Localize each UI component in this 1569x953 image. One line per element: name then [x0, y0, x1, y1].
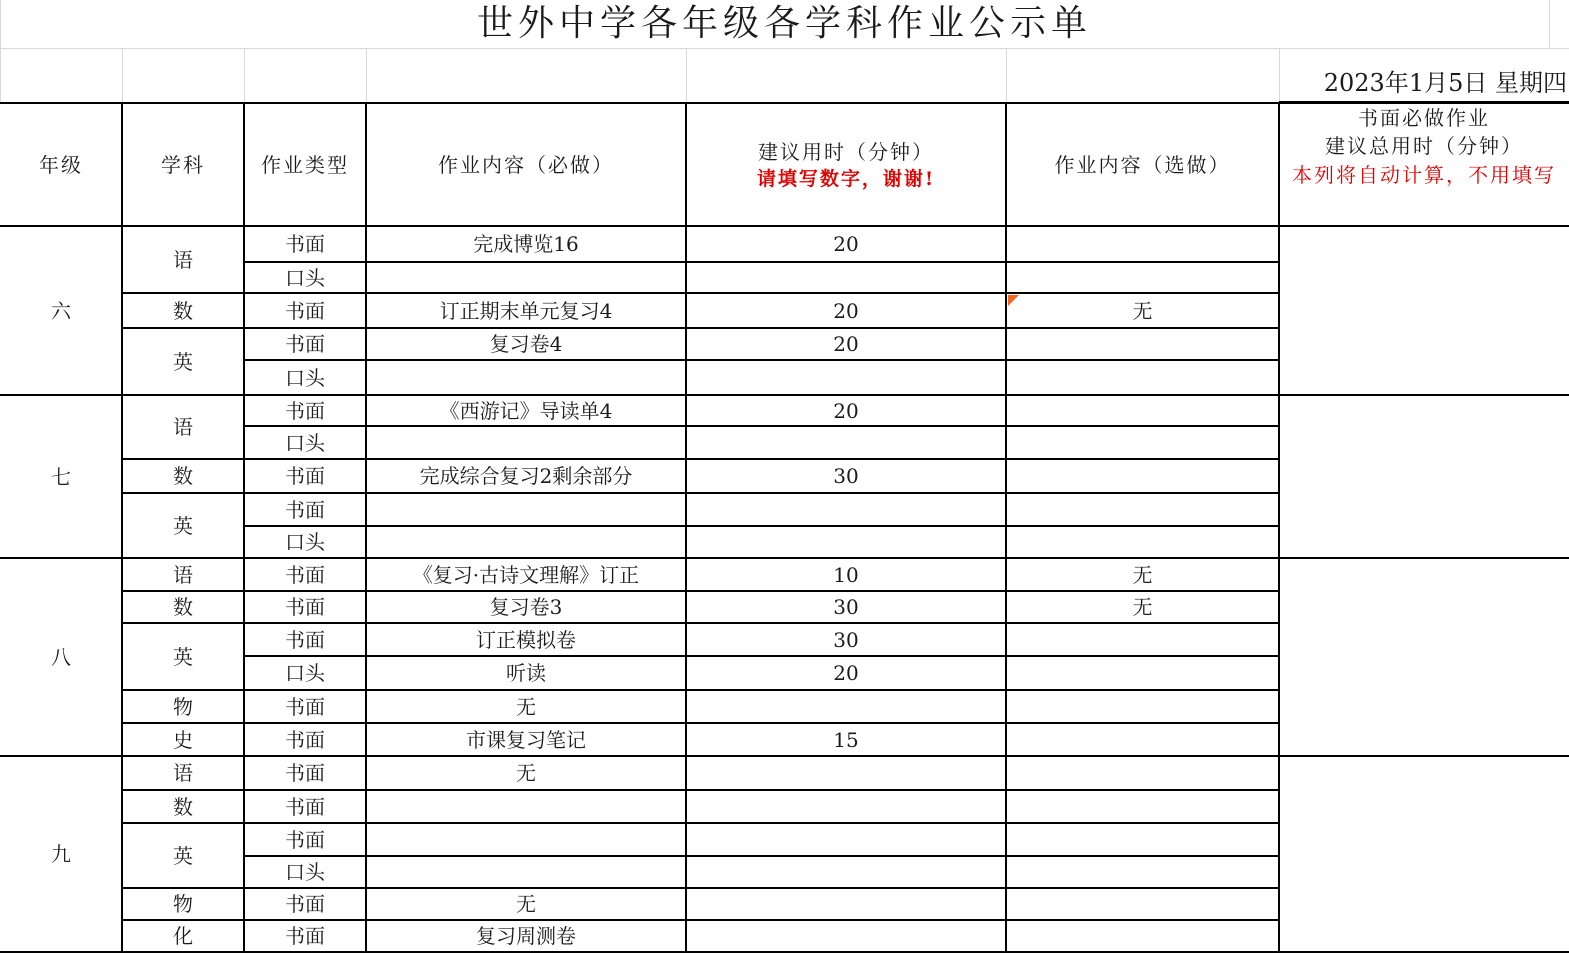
grade-cell[interactable]: 八: [51, 645, 71, 669]
suggested-time-cell[interactable]: 15: [833, 727, 859, 752]
homework-content-cell[interactable]: 无: [516, 694, 536, 719]
date-cell[interactable]: 2023年1月5日 星期四: [1323, 68, 1567, 97]
suggested-time-cell[interactable]: [686, 856, 1006, 888]
suggested-time-cell[interactable]: [686, 888, 1006, 920]
homework-type-cell[interactable]: 书面: [285, 595, 325, 619]
homework-content-cell[interactable]: 订正模拟卷: [476, 627, 576, 652]
grade-border: [0, 557, 122, 559]
homework-content-cell[interactable]: [366, 493, 686, 526]
header-time-note: 请填写数字，谢谢!: [756, 167, 936, 190]
subject-border: [122, 789, 244, 791]
row-border: [244, 590, 1279, 592]
subject-cell[interactable]: 英: [173, 644, 193, 669]
subject-cell[interactable]: 数: [173, 298, 193, 323]
subject-border: [122, 722, 244, 724]
homework-type-cell[interactable]: 书面: [285, 562, 325, 587]
row-border: [244, 755, 1279, 757]
homework-type-cell[interactable]: 书面: [285, 924, 325, 948]
subject-border: [122, 590, 244, 592]
suggested-time-cell[interactable]: [686, 790, 1006, 823]
grade-cell[interactable]: 九: [51, 842, 71, 866]
subject-cell[interactable]: 数: [173, 794, 193, 819]
homework-type-cell[interactable]: 书面: [285, 892, 325, 916]
homework-type-cell[interactable]: 口头: [285, 265, 325, 290]
homework-content-cell[interactable]: 复习周测卷: [476, 924, 576, 948]
date-row-gridline: [366, 49, 367, 103]
row-border: [244, 557, 1279, 559]
homework-type-cell[interactable]: 书面: [285, 497, 325, 522]
optional-content-cell[interactable]: [1006, 690, 1279, 723]
suggested-time-cell[interactable]: [686, 526, 1006, 558]
row-border: [244, 789, 1279, 791]
optional-content-cell[interactable]: 无: [1132, 298, 1153, 323]
homework-type-cell[interactable]: 口头: [285, 365, 325, 390]
date-underline: [1279, 101, 1569, 104]
suggested-time-cell[interactable]: [686, 920, 1006, 952]
subject-border: [122, 887, 244, 889]
homework-type-cell[interactable]: 书面: [285, 464, 325, 488]
homework-type-cell[interactable]: 书面: [285, 761, 325, 785]
row-border: [244, 359, 1279, 361]
grade-border: [0, 394, 122, 396]
subject-cell[interactable]: 语: [173, 562, 193, 587]
homework-type-cell[interactable]: 书面: [285, 727, 325, 752]
subject-cell[interactable]: 英: [173, 843, 193, 868]
suggested-time-cell[interactable]: 20: [833, 332, 859, 356]
row-border: [244, 327, 1279, 329]
optional-content-cell[interactable]: [1006, 395, 1279, 426]
date-row-gridline: [1279, 49, 1280, 103]
suggested-time-cell[interactable]: 20: [833, 398, 859, 423]
grade-cell[interactable]: 六: [51, 298, 71, 323]
suggested-time-cell[interactable]: 30: [833, 627, 859, 652]
total-time-cell[interactable]: [1279, 395, 1569, 558]
optional-content-cell[interactable]: [1006, 526, 1279, 558]
row-border: [244, 887, 1279, 889]
homework-content-cell[interactable]: 无: [516, 892, 536, 916]
optional-content-cell[interactable]: [1006, 226, 1279, 262]
subject-cell[interactable]: 史: [173, 727, 193, 752]
suggested-time-cell[interactable]: 10: [833, 562, 859, 587]
header-total-line2: 建议总用时（分钟）: [1325, 134, 1523, 158]
column-border: [121, 103, 123, 952]
date-row-gridline: [244, 49, 245, 103]
homework-type-cell[interactable]: 书面: [285, 298, 325, 323]
homework-content-cell[interactable]: 市课复习笔记: [466, 727, 586, 752]
suggested-time-cell[interactable]: 30: [833, 595, 859, 619]
header-top-border: [0, 102, 1279, 104]
optional-content-cell[interactable]: [1006, 723, 1279, 756]
homework-content-cell[interactable]: [366, 823, 686, 856]
grade-border-total: [1279, 755, 1569, 757]
row-border: [244, 822, 1279, 824]
suggested-time-cell[interactable]: [686, 360, 1006, 395]
suggested-time-cell[interactable]: 20: [833, 232, 859, 256]
row-border: [244, 622, 1279, 624]
subject-cell[interactable]: 语: [173, 761, 193, 785]
row-border: [244, 855, 1279, 857]
optional-content-cell[interactable]: 无: [1132, 595, 1153, 619]
subject-cell[interactable]: 物: [173, 694, 193, 719]
grade-border: [0, 755, 122, 757]
homework-type-cell[interactable]: 书面: [285, 627, 325, 652]
row-border: [244, 458, 1279, 460]
subject-border: [122, 822, 244, 824]
grade-border-total: [1279, 394, 1569, 396]
row-border: [244, 394, 1279, 396]
total-time-cell[interactable]: [1279, 226, 1569, 395]
header-bottom-border: [0, 225, 1569, 227]
homework-content-cell[interactable]: 《西游记》导读单4: [439, 398, 613, 423]
subject-border: [122, 919, 244, 921]
column-border: [1278, 103, 1280, 952]
suggested-time-cell[interactable]: [686, 262, 1006, 293]
title-bottom-gridline: [0, 48, 1569, 49]
optional-content-cell[interactable]: [1006, 262, 1279, 293]
optional-content-cell[interactable]: [1006, 328, 1279, 360]
title-right-gridline: [1549, 0, 1550, 48]
homework-content-cell[interactable]: [366, 426, 686, 459]
header-subject[interactable]: 学科: [161, 153, 205, 177]
homework-content-cell[interactable]: [366, 856, 686, 888]
homework-content-cell[interactable]: [366, 526, 686, 558]
subject-border: [122, 622, 244, 624]
column-border: [365, 103, 367, 952]
row-border: [244, 689, 1279, 691]
subject-border: [122, 458, 244, 460]
grade-border-total: [1279, 557, 1569, 559]
homework-type-cell[interactable]: 书面: [285, 398, 325, 423]
homework-type-cell[interactable]: 口头: [285, 860, 325, 884]
row-border: [244, 261, 1279, 263]
optional-content-cell[interactable]: [1006, 426, 1279, 459]
suggested-time-cell[interactable]: [686, 823, 1006, 856]
column-border: [1005, 103, 1007, 952]
grade-cell[interactable]: 七: [51, 464, 71, 489]
homework-content-cell[interactable]: 完成综合复习2剩余部分: [419, 464, 633, 488]
optional-content-cell[interactable]: [1006, 888, 1279, 920]
optional-content-cell[interactable]: [1006, 493, 1279, 526]
row-border: [244, 292, 1279, 294]
header-time-label: 建议用时（分钟）: [758, 139, 934, 164]
homework-content-cell[interactable]: 复习卷3: [489, 595, 563, 619]
date-row-gridline: [686, 49, 687, 103]
subject-cell[interactable]: 语: [173, 415, 193, 439]
row-border: [244, 425, 1279, 427]
optional-content-cell[interactable]: [1006, 823, 1279, 856]
column-border: [243, 103, 245, 952]
subject-border: [122, 557, 244, 559]
homework-content-cell[interactable]: 复习卷4: [489, 332, 563, 356]
date-row-gridline: [1006, 49, 1007, 103]
header-total-time[interactable]: [1279, 104, 1569, 226]
subject-border: [122, 755, 244, 757]
homework-type-cell[interactable]: 书面: [285, 232, 325, 256]
subject-cell[interactable]: 物: [173, 892, 193, 916]
optional-content-cell[interactable]: [1006, 856, 1279, 888]
optional-content-cell[interactable]: 无: [1132, 562, 1153, 587]
row-border: [244, 525, 1279, 527]
homework-content-cell[interactable]: 《复习·古诗文理解》订正: [412, 562, 640, 587]
row-border: [244, 492, 1279, 494]
suggested-time-cell[interactable]: [686, 426, 1006, 459]
header-total-line1: 书面必做作业: [1358, 106, 1490, 130]
total-time-cell[interactable]: [1279, 756, 1569, 952]
homework-type-cell[interactable]: 书面: [285, 794, 325, 819]
header-type[interactable]: 作业类型: [261, 153, 349, 177]
header-optional-content[interactable]: 作业内容（选做）: [1054, 153, 1231, 177]
subject-border: [122, 394, 244, 396]
homework-type-cell[interactable]: 口头: [285, 530, 325, 554]
optional-content-cell[interactable]: [1006, 360, 1279, 395]
optional-content-cell[interactable]: [1006, 790, 1279, 823]
homework-content-cell[interactable]: 无: [516, 761, 536, 785]
homework-type-cell[interactable]: 书面: [285, 332, 325, 356]
sheet-title: 世外中学各年级各学科作业公示单: [476, 3, 1092, 45]
homework-content-cell[interactable]: 订正期末单元复习4: [439, 298, 613, 323]
header-required-content[interactable]: 作业内容（必做）: [438, 153, 614, 177]
title-left-gridline: [0, 0, 1, 104]
subject-cell[interactable]: 语: [173, 247, 193, 272]
column-border: [685, 103, 687, 952]
homework-content-cell[interactable]: 听读: [506, 661, 546, 685]
homework-type-cell[interactable]: 口头: [285, 661, 325, 685]
subject-cell[interactable]: 英: [173, 349, 193, 374]
optional-content-cell[interactable]: [1006, 459, 1279, 493]
homework-type-cell[interactable]: 口头: [285, 430, 325, 455]
subject-cell[interactable]: 数: [173, 595, 193, 619]
row-border: [244, 722, 1279, 724]
header-grade[interactable]: 年级: [39, 153, 83, 177]
header-total-note: 本列将自动计算，不用填写: [1292, 163, 1556, 187]
suggested-time-cell[interactable]: [686, 756, 1006, 790]
subject-border: [122, 327, 244, 329]
subject-cell[interactable]: 化: [173, 924, 193, 948]
suggested-time-cell[interactable]: [686, 690, 1006, 723]
optional-content-cell[interactable]: [1006, 623, 1279, 656]
row-border: [244, 919, 1279, 921]
subject-cell[interactable]: 英: [173, 513, 193, 538]
total-time-cell[interactable]: [1279, 558, 1569, 756]
comment-indicator-icon[interactable]: [1008, 295, 1019, 306]
subject-border: [122, 492, 244, 494]
homework-content-cell[interactable]: [366, 790, 686, 823]
homework-type-cell[interactable]: 书面: [285, 694, 325, 719]
header-suggested-time[interactable]: [686, 104, 1006, 226]
date-row-gridline: [122, 49, 123, 103]
optional-content-cell[interactable]: [1006, 920, 1279, 952]
suggested-time-cell[interactable]: 20: [833, 298, 859, 323]
optional-content-cell[interactable]: [1006, 756, 1279, 790]
subject-border: [122, 689, 244, 691]
homework-content-cell[interactable]: 完成博览16: [473, 232, 579, 256]
suggested-time-cell[interactable]: [686, 493, 1006, 526]
optional-content-cell[interactable]: [1006, 656, 1279, 690]
homework-content-cell[interactable]: [366, 360, 686, 395]
suggested-time-cell[interactable]: 20: [833, 661, 859, 685]
subject-cell[interactable]: 数: [173, 464, 193, 488]
subject-border: [122, 292, 244, 294]
homework-content-cell[interactable]: [366, 262, 686, 293]
suggested-time-cell[interactable]: 30: [833, 464, 859, 488]
homework-type-cell[interactable]: 书面: [285, 827, 325, 852]
row-border: [244, 655, 1279, 657]
